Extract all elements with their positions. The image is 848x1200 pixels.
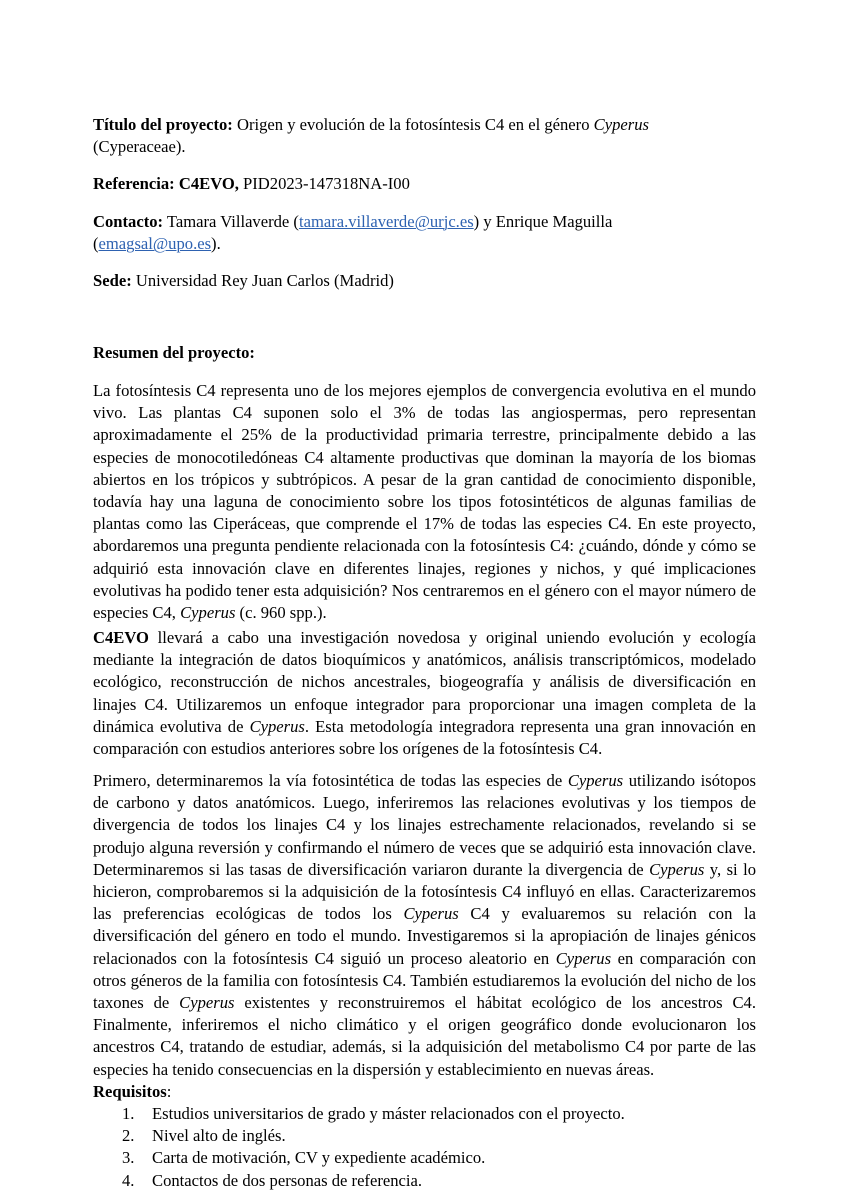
project-site [93, 270, 756, 292]
summary-heading [93, 342, 756, 364]
requirement-item [93, 1147, 756, 1169]
requirement-item [93, 1170, 756, 1192]
item-number: 1. [122, 1104, 135, 1123]
project-contact [93, 211, 756, 255]
paragraph-text: utilizando isótopos de carbono y datos anatómicos. Luego, inferiremos las relaciones evolutivas y los tiempos de divergencia de todos los linajes C4 y los linajes estrechamente relacionados, revelando si se produjo alguna reversión y confirmando el número de veces que se adquirió esta innovación clave. Determinaremos si las tasas de diversificación variaron durante la divergencia de [93, 771, 756, 879]
project-title-label: Título del proyecto: [93, 115, 233, 134]
paragraph-text: C4 y evaluaremos su relación con la diversificación del género en todo el mundo. Investigaremos si la apropiación de linajes génicos relacionados con la fotosíntesis C4 siguió un proceso aleatorio en [93, 904, 756, 968]
contact-email-link-1[interactable]: tamara.villaverde@urjc.es [298, 212, 474, 231]
summary-heading-text: Resumen del proyecto: [93, 343, 255, 362]
contact-label: Contacto: [93, 212, 164, 231]
genus-name: Cyperus [649, 859, 705, 879]
requirements-heading [93, 1081, 756, 1103]
summary-paragraph-1 [93, 380, 756, 624]
genus-name: Cyperus [180, 603, 236, 623]
paragraph-text: y, si lo hicieron, comprobaremos si la adquisición de la fotosíntesis C4 influyó en ellas. Caracterizaremos las preferencias ecológicas de todos los [93, 859, 756, 924]
paragraph-text: en comparación con otros géneros de la familia con fotosíntesis C4. También estudiaremos la evolución del nicho de los taxones de [93, 948, 756, 1013]
paragraph-text: existentes y reconstruiremos el hábitat ecológico de los ancestros C4. Finalmente, inferiremos el nicho climático y el origen geográfico donde evolucionaron los ancestros C4, tratando de estudiar, además, si la adquisición del metabolismo C4 por parte de las especies ha tenido consecuencias en la dispersión y establecimiento en nuevas áreas. [93, 993, 756, 1079]
requirements-heading-text: Requisitos [93, 1082, 167, 1101]
reference-value: PID2023-147318NA-I00 [238, 174, 410, 193]
project-title-text: Origen y evolución de la fotosíntesis C4 en el género [232, 115, 594, 134]
genus-name: Cyperus [555, 948, 612, 968]
reference-label: Referencia: C4EVO, [93, 174, 239, 193]
project-acronym: C4EVO [93, 628, 149, 647]
project-title-genus: Cyperus [593, 115, 649, 134]
summary-paragraph-2 [93, 627, 756, 760]
paragraph-text: La fotosíntesis C4 representa uno de los mejores ejemplos de convergencia evolutiva en el mundo vivo. Las plantas C4 suponen solo el 3% de todas las angiospermas, pero representan aproximadamente el 25% de la productividad primaria terrestre, principalmente debido a las especies de monocotiledóneas C4 altamente productivas que dominan la mayoría de los biomas abiertos en los trópicos y subtrópicos. A pesar de la gran cantidad de conocimiento disponible, todavía hay una laguna de conocimiento sobre los tipos fotosintéticos de algunas familias de plantas como las Ciperáceas, que comprende el 17% de todas las especies C4. En este proyecto, abordaremos una pregunta pendiente relacionada con la fotosíntesis C4: ¿cuándo, dónde y cómo se adquirió esta innovación clave en diferentes linajes, regiones y nichos, y qué implicaciones evolutivas ha podido tener esta adquisición? Nos centraremos en el género con el mayor número de especies C4, [93, 381, 756, 623]
item-text: Carta de motivación, CV y expediente académico. [152, 1148, 486, 1168]
item-text: Estudios universitarios de grado y máster relacionados con el proyecto. [152, 1104, 625, 1123]
contact-text: Tamara Villaverde ( [163, 212, 299, 231]
item-number: 2. [122, 1126, 135, 1146]
item-number: 3. [122, 1148, 135, 1168]
contact-text: ). [211, 234, 221, 254]
item-number: 4. [122, 1170, 135, 1190]
site-value: Universidad Rey Juan Carlos (Madrid) [131, 271, 394, 290]
paragraph-text: . Esta metodología integradora representa una gran innovación en comparación con estudios anteriores sobre los orígenes de la fotosíntesis C4. [93, 716, 756, 759]
paragraph-text: (c. 960 spp.). [235, 603, 327, 623]
genus-name: Cyperus [249, 716, 305, 736]
genus-name: Cyperus [179, 993, 235, 1013]
genus-name: Cyperus [567, 771, 624, 790]
project-reference [93, 173, 756, 195]
requirement-item [93, 1103, 756, 1125]
requirement-item [93, 1125, 756, 1147]
project-title-family: (Cyperaceae). [93, 137, 186, 157]
contact-text: ( [93, 234, 99, 254]
genus-name: Cyperus [403, 904, 459, 924]
item-text: Nivel alto de inglés. [152, 1126, 286, 1146]
paragraph-text: Primero, determinaremos la vía fotosintética de todas las especies de [93, 771, 568, 790]
site-label: Sede: [93, 271, 132, 290]
contact-email-link-2[interactable]: emagsal@upo.es [98, 234, 212, 254]
item-text: Contactos de dos personas de referencia. [152, 1170, 423, 1190]
contact-text: ) y Enrique Maguilla [473, 212, 613, 231]
project-title [93, 114, 756, 158]
requirements-list [93, 1103, 756, 1192]
paragraph-text: llevará a cabo una investigación novedosa y original uniendo evolución y ecología mediante la integración de datos bioquímicos y anatómicos, análisis transcriptómicos, modelado ecológico, reconstrucción de nichos ancestrales, biogeografía y análisis de diversificación en linajes C4. Utilizaremos un enfoque integrador para proporcionar una imagen completa de la dinámica evolutiva de [93, 628, 756, 736]
requirements-colon: : [166, 1082, 172, 1101]
summary-paragraph-3 [93, 770, 756, 1081]
